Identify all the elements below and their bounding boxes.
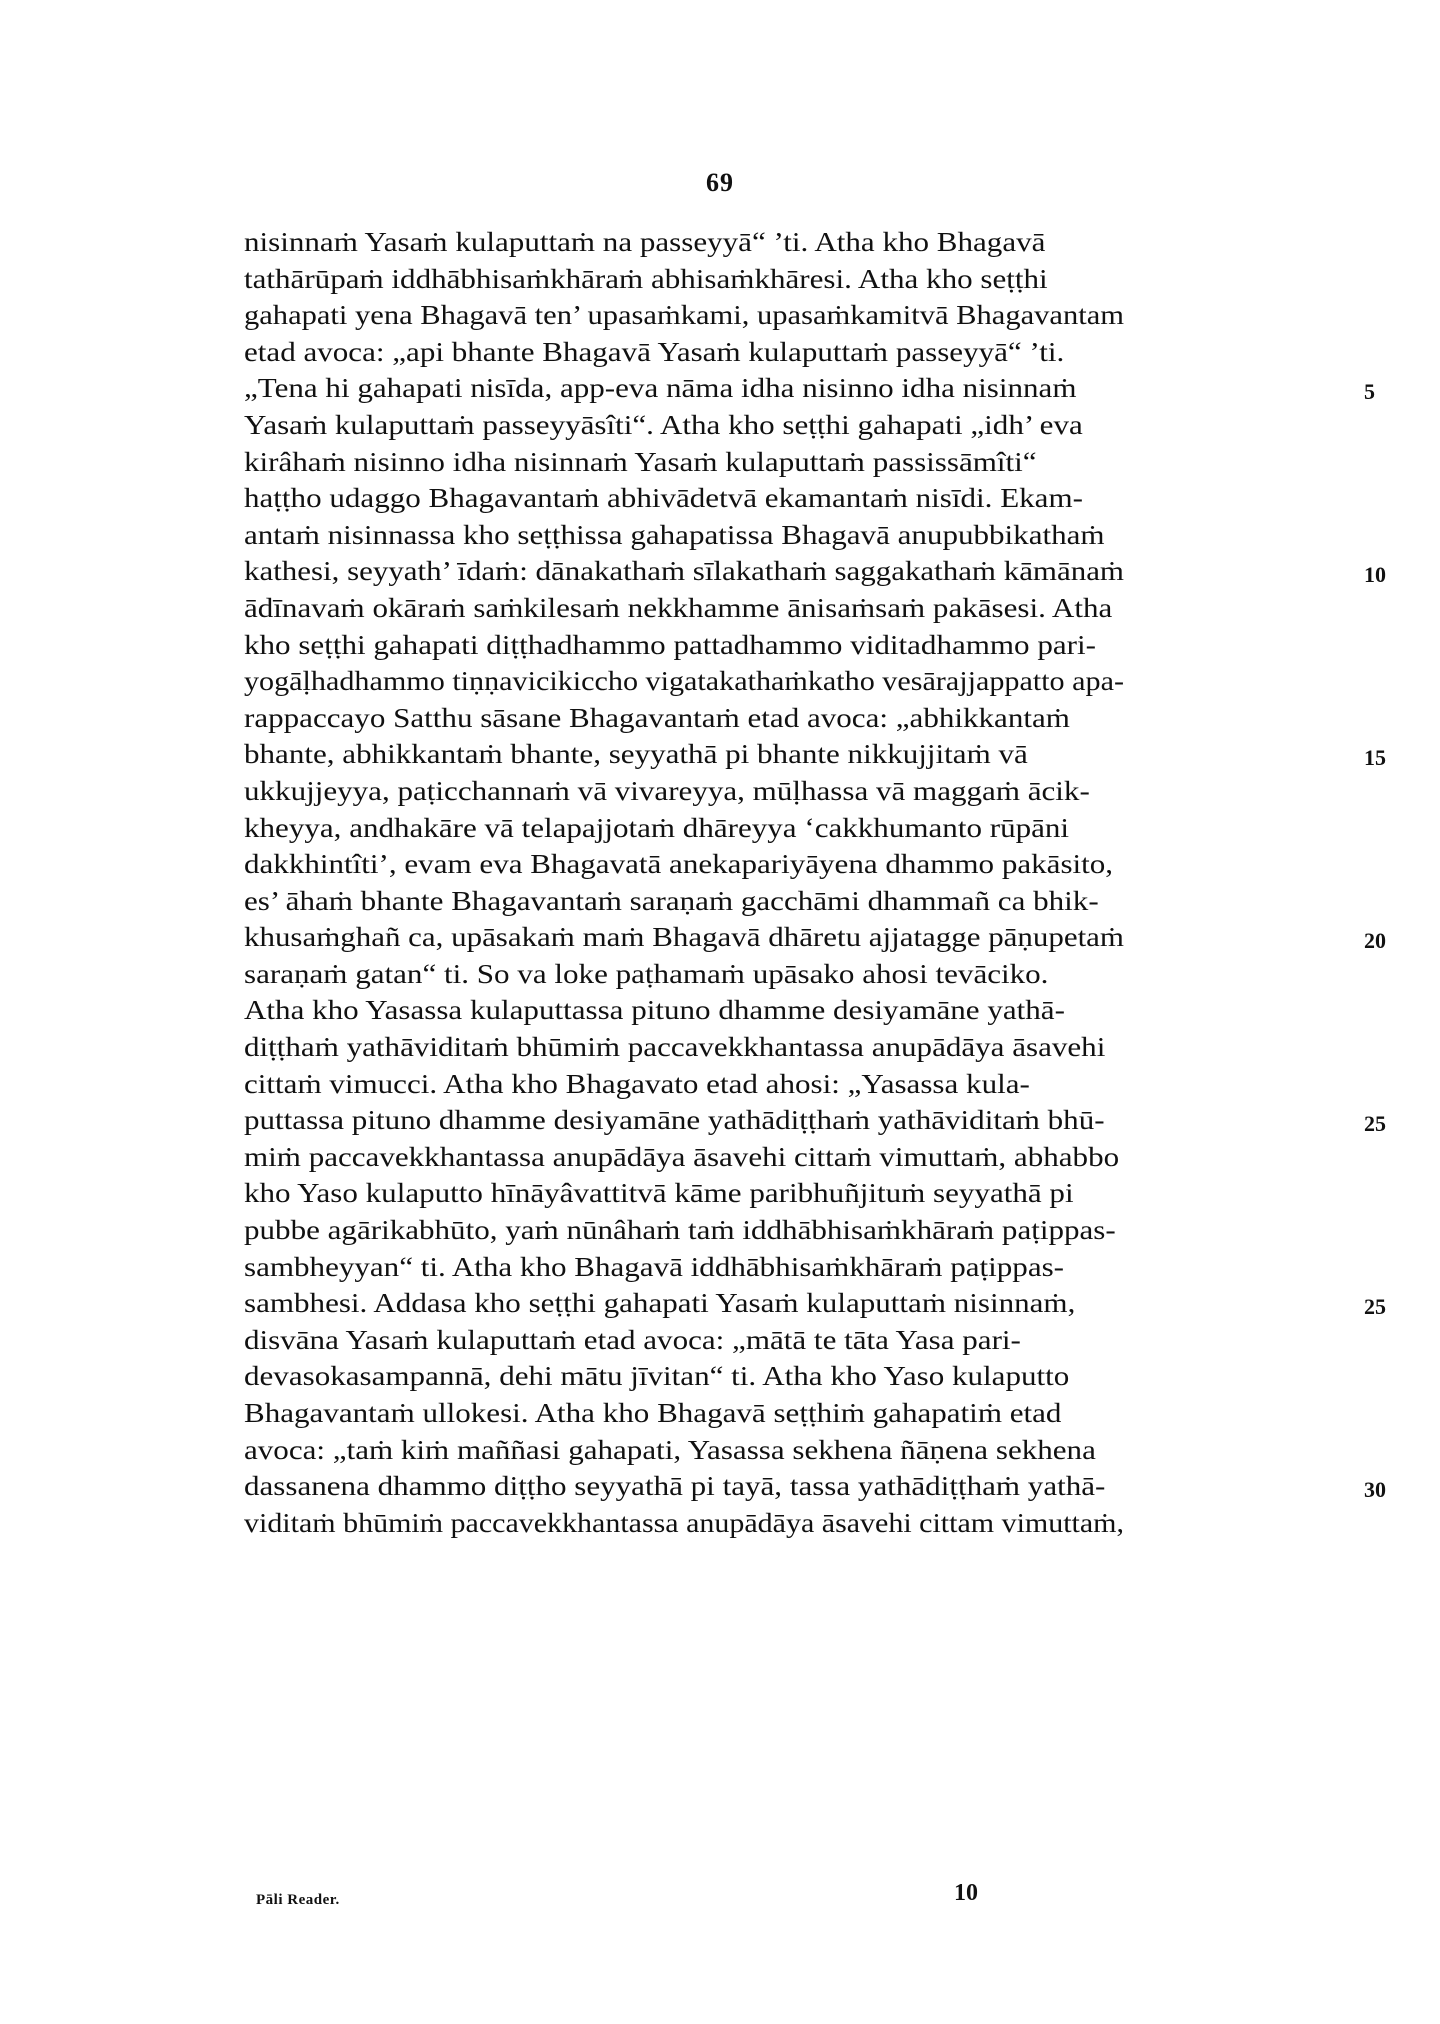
line-number: 15 [1364,745,1386,771]
body-text [244,224,1386,1541]
text-line [244,553,1386,590]
line-text: miṁ paccavekkhantassa anupādāya āsavehi cittaṁ vimuttaṁ, abhabbo [244,1141,1120,1172]
line-text: haṭṭho udaggo Bhagavantaṁ abhivādetvā ekamantaṁ nisīdi. Ekam- [244,483,1083,514]
line-text: ādīnavaṁ okāraṁ saṁkilesaṁ nekkhamme ānisaṁsaṁ pakāsesi. Atha [244,592,1113,623]
line-text: devasokasampannā, dehi mātu jīvitan“ ti. Atha kho Yaso kulaputto [244,1361,1070,1392]
line-text: dakkhintîti’, evam eva Bhagavatā anekapariyāyena dhammo pakāsito, [244,849,1114,880]
text-line [244,1468,1386,1505]
line-text: dassanena dhammo diṭṭho seyyathā pi tayā, tassa yathādiṭṭhaṁ yathā- [244,1471,1106,1502]
text-line [244,1432,1344,1469]
text-line [244,261,1344,298]
text-line [244,224,1344,261]
text-line [244,1395,1344,1432]
text-line [244,992,1344,1029]
line-text: avoca: „taṁ kiṁ maññasi gahapati, Yasassa sekhena ñāṇena sekhena [244,1434,1096,1465]
line-text: kheyya, andhakāre vā telapajjotaṁ dhāreyya ‘cakkhumanto rūpāni [244,812,1070,843]
text-line [244,1249,1344,1286]
text-line [244,1066,1344,1103]
line-text: kho seṭṭhi gahapati diṭṭhadhammo pattadhammo viditadhammo pari- [244,629,1096,660]
text-line [244,444,1344,481]
line-number: 30 [1364,1477,1386,1503]
line-text: sambhesi. Addasa kho seṭṭhi gahapati Yasaṁ kulaputtaṁ nisinnaṁ, [244,1288,1076,1319]
text-line [244,919,1386,956]
text-line [244,297,1344,334]
text-line [244,407,1344,444]
line-text: antaṁ nisinnassa kho seṭṭhissa gahapatissa Bhagavā anupubbikathaṁ [244,519,1105,550]
text-line [244,1102,1386,1139]
footer-book-title: Pāli Reader. [256,1892,340,1908]
text-line [244,1029,1344,1066]
text-line [244,334,1344,371]
text-line [244,663,1344,700]
text-line [244,1212,1344,1249]
text-line [244,846,1344,883]
line-text: yogāḷhadhammo tiṇṇavicikiccho vigatakathaṁkatho vesārajjappatto apa- [244,666,1124,697]
text-line [244,1285,1386,1322]
text-line [244,1322,1344,1359]
line-text: disvāna Yasaṁ kulaputtaṁ etad avoca: „mātā te tāta Yasa pari- [244,1324,1021,1355]
line-text: kirâhaṁ nisinno idha nisinnaṁ Yasaṁ kulaputtaṁ passissāmîti“ [244,446,1037,477]
line-text: puttassa pituno dhamme desiyamāne yathādiṭṭhaṁ yathāviditaṁ bhū- [244,1105,1105,1136]
text-line [244,590,1344,627]
text-line [244,883,1344,920]
line-text: „Tena hi gahapati nisīda, app-eva nāma idha nisinno idha nisinnaṁ [244,373,1077,404]
line-text: nisinnaṁ Yasaṁ kulaputtaṁ na passeyyā“ ’ti. Atha kho Bhagavā [244,227,1046,257]
line-text: cittaṁ vimucci. Atha kho Bhagavato etad ahosi: „Yasassa kula- [244,1068,1030,1099]
text-line [244,956,1344,993]
line-text: pubbe agārikabhūto, yaṁ nūnâhaṁ taṁ iddhābhisaṁkhāraṁ paṭippas- [244,1215,1116,1246]
text-line [244,1175,1344,1212]
line-text: Yasaṁ kulaputtaṁ passeyyāsîti“. Atha kho seṭṭhi gahapati „idh’ eva [244,409,1083,440]
text-line [244,810,1344,847]
text-line [244,700,1344,737]
line-number: 20 [1364,928,1386,954]
text-line [244,773,1344,810]
line-text: sambheyyan“ ti. Atha kho Bhagavā iddhābhisaṁkhāraṁ paṭippas- [244,1251,1065,1282]
line-text: bhante, abhikkantaṁ bhante, seyyathā pi bhante nikkujjitaṁ vā [244,739,1028,770]
line-text: gahapati yena Bhagavā ten’ upasaṁkami, upasaṁkamitvā Bhagavantam [244,300,1124,331]
line-text: saraṇaṁ gatan“ ti. So va loke paṭhamaṁ upāsako ahosi tevāciko. [244,958,1049,989]
line-text: Bhagavantaṁ ullokesi. Atha kho Bhagavā seṭṭhiṁ gahapatiṁ etad [244,1398,1062,1428]
text-line [244,1505,1344,1542]
line-number: 10 [1364,562,1386,588]
line-text: khusaṁghañ ca, upāsakaṁ maṁ Bhagavā dhāretu ajjatagge pāṇupetaṁ [244,922,1124,953]
line-text: es’ āhaṁ bhante Bhagavantaṁ saraṇaṁ gacchāmi dhammañ ca bhik- [244,885,1099,916]
text-line [244,1139,1344,1176]
text-line [244,370,1375,407]
line-number: 25 [1364,1111,1386,1137]
footer-signature-mark: 10 [954,1880,978,1906]
line-text: kathesi, seyyath’ īdaṁ: dānakathaṁ sīlakathaṁ saggakathaṁ kāmānaṁ [244,556,1124,587]
line-text: rappaccayo Satthu sāsane Bhagavantaṁ etad avoca: „abhikkantaṁ [244,702,1070,733]
text-line [244,1358,1344,1395]
line-text: etad avoca: „api bhante Bhagavā Yasaṁ kulaputtaṁ passeyyā“ ’ti. [244,336,1065,367]
text-line [244,736,1386,773]
line-text: ukkujjeyya, paṭicchannaṁ vā vivareyya, mūḷhassa vā maggaṁ ācik- [244,775,1090,806]
line-text: tathārūpaṁ iddhābhisaṁkhāraṁ abhisaṁkhāresi. Atha kho seṭṭhi [244,263,1048,294]
text-line [244,517,1344,554]
page-number: 69 [706,168,734,197]
line-text: diṭṭhaṁ yathāviditaṁ bhūmiṁ paccavekkhantassa anupādāya āsavehi [244,1032,1106,1063]
text-line [244,480,1344,517]
line-text: viditaṁ bhūmiṁ paccavekkhantassa anupādāya āsavehi cittam vimuttaṁ, [244,1507,1124,1538]
text-line [244,627,1344,664]
line-number: 5 [1364,379,1375,405]
line-number: 25 [1364,1294,1386,1320]
line-text: kho Yaso kulaputto hīnāyâvattitvā kāme paribhuñjituṁ seyyathā pi [244,1178,1074,1209]
line-text: Atha kho Yasassa kulaputtassa pituno dhamme desiyamāne yathā- [244,995,1065,1026]
